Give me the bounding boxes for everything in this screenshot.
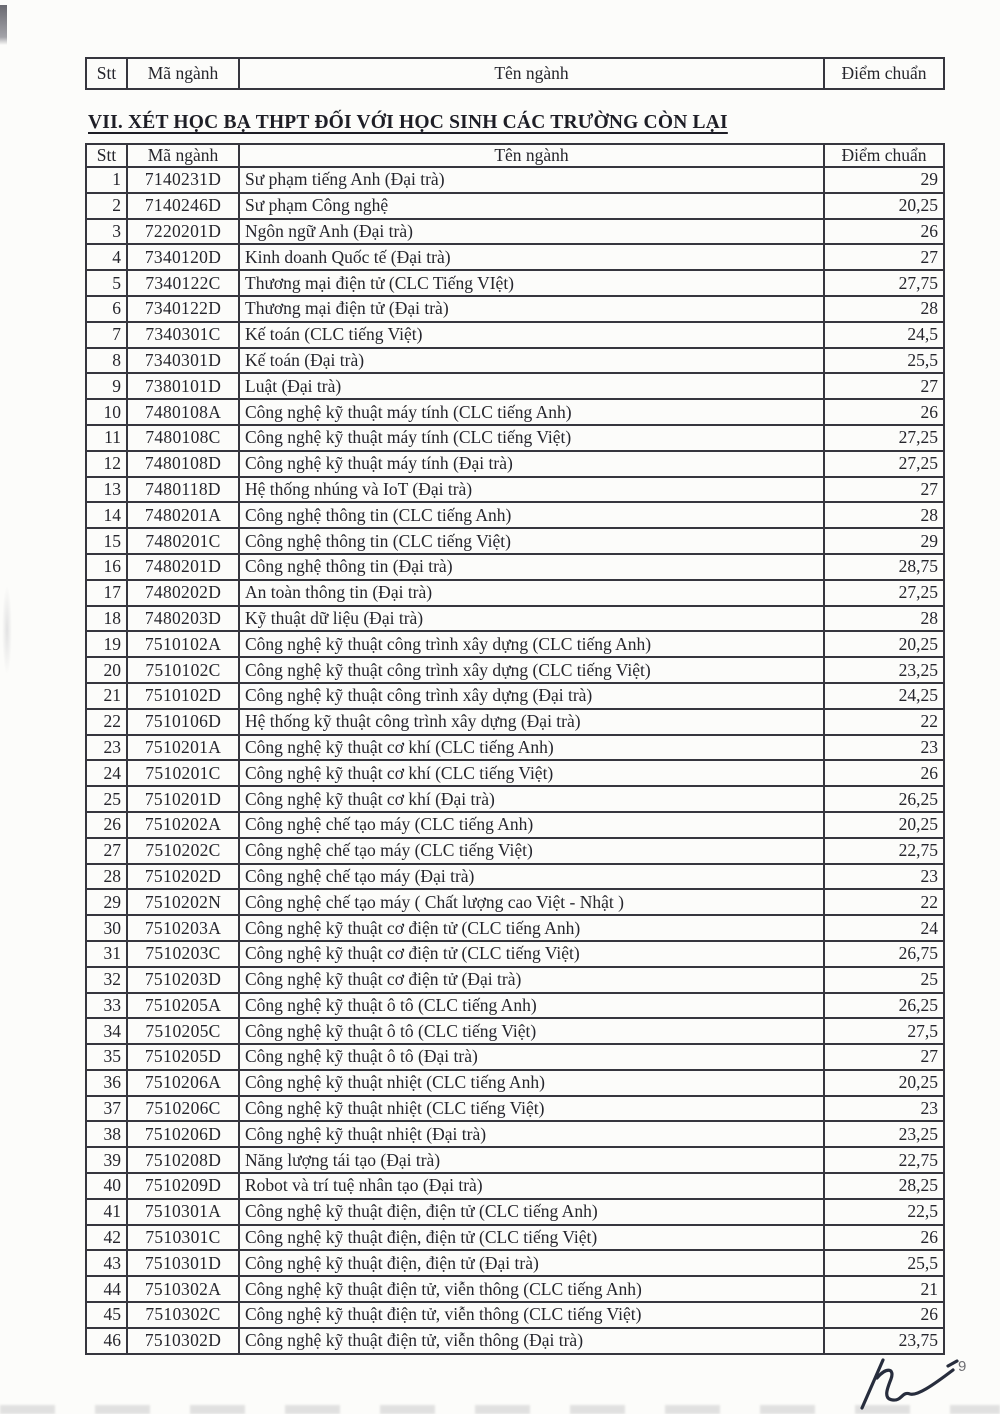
col-header-ma-nganh: Mã ngành [127, 58, 239, 89]
table-row [86, 993, 944, 1019]
row-number-cell: 8 [86, 348, 127, 374]
score-cell: 27,75 [824, 270, 944, 296]
score-cell: 21 [824, 1276, 944, 1302]
score-cell: 22,75 [824, 838, 944, 864]
table-row [86, 631, 944, 657]
major-name-cell: Công nghệ kỹ thuật cơ khí (CLC tiếng Anh) [239, 735, 824, 761]
major-code-cell: 7340301D [127, 348, 239, 374]
table-row [86, 941, 944, 967]
score-cell: 22 [824, 709, 944, 735]
score-cell: 22 [824, 889, 944, 915]
major-code-cell: 7510205D [127, 1044, 239, 1070]
major-code-cell: 7480202D [127, 580, 239, 606]
score-cell: 20,25 [824, 631, 944, 657]
col-header-stt: Stt [86, 144, 127, 167]
major-code-cell: 7510201D [127, 786, 239, 812]
major-code-cell: 7510202N [127, 889, 239, 915]
score-cell: 26,25 [824, 786, 944, 812]
continuation-header-row [86, 58, 944, 89]
major-code-cell: 7510302D [127, 1328, 239, 1354]
major-name-cell: Công nghệ kỹ thuật ô tô (CLC tiếng Việt) [239, 1018, 824, 1044]
major-name-cell: Hệ thống kỹ thuật công trình xây dựng (Đại trà) [239, 709, 824, 735]
major-code-cell: 7510301D [127, 1250, 239, 1276]
major-name-cell: Công nghệ kỹ thuật nhiệt (CLC tiếng Anh) [239, 1070, 824, 1096]
major-code-cell: 7510203A [127, 915, 239, 941]
score-cell: 23,25 [824, 657, 944, 683]
row-number-cell: 12 [86, 451, 127, 477]
major-name-cell: Năng lượng tái tạo (Đại trà) [239, 1147, 824, 1173]
row-number-cell: 13 [86, 477, 127, 503]
major-name-cell: Công nghệ chế tạo máy ( Chất lượng cao Việt - Nhật ) [239, 889, 824, 915]
row-number-cell: 41 [86, 1199, 127, 1225]
score-cell: 27,5 [824, 1018, 944, 1044]
admission-scores-table [85, 143, 945, 1355]
row-number-cell: 18 [86, 606, 127, 632]
table-row [86, 1250, 944, 1276]
major-code-cell: 7480108D [127, 451, 239, 477]
table-row [86, 167, 944, 193]
score-cell: 25 [824, 967, 944, 993]
page-number: 9 [958, 1358, 967, 1375]
row-number-cell: 32 [86, 967, 127, 993]
score-cell: 27 [824, 244, 944, 270]
major-code-cell: 7510205A [127, 993, 239, 1019]
major-code-cell: 7510202D [127, 864, 239, 890]
row-number-cell: 39 [86, 1147, 127, 1173]
continuation-header-table [85, 57, 945, 90]
major-name-cell: Công nghệ kỹ thuật nhiệt (CLC tiếng Việt) [239, 1096, 824, 1122]
table-row [86, 244, 944, 270]
major-code-cell: 7510209D [127, 1173, 239, 1199]
table-row [86, 451, 944, 477]
major-code-cell: 7480118D [127, 477, 239, 503]
major-code-cell: 7340301C [127, 322, 239, 348]
score-cell: 23,75 [824, 1328, 944, 1354]
col-header-stt: Stt [86, 58, 127, 89]
col-header-diem-chuan: Điểm chuẩn [824, 144, 944, 167]
score-cell: 29 [824, 528, 944, 554]
row-number-cell: 9 [86, 373, 127, 399]
major-code-cell: 7340120D [127, 244, 239, 270]
major-code-cell: 7510102C [127, 657, 239, 683]
row-number-cell: 15 [86, 528, 127, 554]
score-cell: 23 [824, 864, 944, 890]
table-row [86, 786, 944, 812]
score-cell: 22,75 [824, 1147, 944, 1173]
table-row [86, 889, 944, 915]
score-cell: 26,75 [824, 941, 944, 967]
major-name-cell: Sư phạm Công nghệ [239, 193, 824, 219]
major-name-cell: Kỹ thuật dữ liệu (Đại trà) [239, 606, 824, 632]
major-code-cell: 7510206A [127, 1070, 239, 1096]
table-row [86, 1302, 944, 1328]
score-cell: 26 [824, 1302, 944, 1328]
major-code-cell: 7510102A [127, 631, 239, 657]
major-name-cell: Công nghệ kỹ thuật điện, điện tử (CLC tiếng Việt) [239, 1225, 824, 1251]
row-number-cell: 10 [86, 399, 127, 425]
score-cell: 25,5 [824, 1250, 944, 1276]
major-name-cell: Công nghệ kỹ thuật điện tử, viễn thông (CLC tiếng Việt) [239, 1302, 824, 1328]
score-cell: 24 [824, 915, 944, 941]
table-row [86, 812, 944, 838]
row-number-cell: 35 [86, 1044, 127, 1070]
major-name-cell: Công nghệ kỹ thuật cơ điện tử (CLC tiếng Anh) [239, 915, 824, 941]
major-name-cell: Hệ thống nhúng và IoT (Đại trà) [239, 477, 824, 503]
table-row [86, 348, 944, 374]
row-number-cell: 28 [86, 864, 127, 890]
row-number-cell: 7 [86, 322, 127, 348]
score-cell: 26,25 [824, 993, 944, 1019]
score-cell: 20,25 [824, 1070, 944, 1096]
table-row [86, 1225, 944, 1251]
table-row [86, 425, 944, 451]
table-row [86, 1070, 944, 1096]
row-number-cell: 34 [86, 1018, 127, 1044]
major-name-cell: Công nghệ kỹ thuật cơ điện tử (Đại trà) [239, 967, 824, 993]
table-row [86, 967, 944, 993]
col-header-ten-nganh: Tên ngành [239, 58, 824, 89]
major-name-cell: Công nghệ kỹ thuật điện, điện tử (CLC tiếng Anh) [239, 1199, 824, 1225]
col-header-ten-nganh: Tên ngành [239, 144, 824, 167]
score-cell: 27,25 [824, 580, 944, 606]
row-number-cell: 37 [86, 1096, 127, 1122]
major-code-cell: 7510203D [127, 967, 239, 993]
row-number-cell: 19 [86, 631, 127, 657]
row-number-cell: 45 [86, 1302, 127, 1328]
major-code-cell: 7510208D [127, 1147, 239, 1173]
row-number-cell: 14 [86, 502, 127, 528]
major-name-cell: Luật (Đại trà) [239, 373, 824, 399]
table-row [86, 1018, 944, 1044]
major-name-cell: Ngôn ngữ Anh (Đại trà) [239, 219, 824, 245]
row-number-cell: 46 [86, 1328, 127, 1354]
major-name-cell: Công nghệ kỹ thuật điện, điện tử (Đại trà) [239, 1250, 824, 1276]
row-number-cell: 42 [86, 1225, 127, 1251]
major-name-cell: An toàn thông tin (Đại trà) [239, 580, 824, 606]
major-name-cell: Công nghệ kỹ thuật cơ khí (CLC tiếng Việt) [239, 760, 824, 786]
row-number-cell: 29 [86, 889, 127, 915]
row-number-cell: 44 [86, 1276, 127, 1302]
score-cell: 20,25 [824, 193, 944, 219]
col-header-ma-nganh: Mã ngành [127, 144, 239, 167]
major-name-cell: Công nghệ kỹ thuật công trình xây dựng (CLC tiếng Việt) [239, 657, 824, 683]
major-code-cell: 7510301A [127, 1199, 239, 1225]
table-row [86, 270, 944, 296]
major-name-cell: Công nghệ kỹ thuật điện tử, viễn thông (Đại trà) [239, 1328, 824, 1354]
score-cell: 23 [824, 1096, 944, 1122]
row-number-cell: 38 [86, 1121, 127, 1147]
major-code-cell: 7510201A [127, 735, 239, 761]
major-code-cell: 7510302C [127, 1302, 239, 1328]
score-cell: 24,5 [824, 322, 944, 348]
score-cell: 28 [824, 606, 944, 632]
major-code-cell: 7510106D [127, 709, 239, 735]
major-name-cell: Sư phạm tiếng Anh (Đại trà) [239, 167, 824, 193]
table-row [86, 657, 944, 683]
score-cell: 27 [824, 373, 944, 399]
score-cell: 23 [824, 735, 944, 761]
table-row [86, 838, 944, 864]
row-number-cell: 6 [86, 296, 127, 322]
table-row [86, 322, 944, 348]
col-header-diem-chuan: Điểm chuẩn [824, 58, 944, 89]
table-row [86, 373, 944, 399]
table-row [86, 735, 944, 761]
major-code-cell: 7510202C [127, 838, 239, 864]
table-row [86, 399, 944, 425]
row-number-cell: 22 [86, 709, 127, 735]
major-name-cell: Công nghệ chế tạo máy (CLC tiếng Việt) [239, 838, 824, 864]
score-cell: 26 [824, 219, 944, 245]
major-code-cell: 7480201A [127, 502, 239, 528]
row-number-cell: 33 [86, 993, 127, 1019]
score-cell: 25,5 [824, 348, 944, 374]
major-code-cell: 7220201D [127, 219, 239, 245]
table-row [86, 606, 944, 632]
table-row [86, 193, 944, 219]
major-name-cell: Công nghệ kỹ thuật máy tính (CLC tiếng Việt) [239, 425, 824, 451]
row-number-cell: 23 [86, 735, 127, 761]
major-code-cell: 7510202A [127, 812, 239, 838]
table-row [86, 864, 944, 890]
major-name-cell: Thương mại điện tử (CLC Tiếng VIệt) [239, 270, 824, 296]
table-row [86, 528, 944, 554]
table-row [86, 1276, 944, 1302]
major-code-cell: 7480201D [127, 554, 239, 580]
table-row [86, 554, 944, 580]
score-cell: 27,25 [824, 451, 944, 477]
row-number-cell: 1 [86, 167, 127, 193]
table-row [86, 296, 944, 322]
table-row [86, 580, 944, 606]
major-name-cell: Công nghệ kỹ thuật ô tô (Đại trà) [239, 1044, 824, 1070]
table-row [86, 1173, 944, 1199]
score-cell: 26 [824, 1225, 944, 1251]
row-number-cell: 31 [86, 941, 127, 967]
score-cell: 26 [824, 760, 944, 786]
major-code-cell: 7340122D [127, 296, 239, 322]
table-row [86, 709, 944, 735]
major-name-cell: Công nghệ thông tin (CLC tiếng Việt) [239, 528, 824, 554]
row-number-cell: 3 [86, 219, 127, 245]
scan-edge-artifact-top-left [0, 5, 7, 45]
table-header-row [86, 144, 944, 167]
major-name-cell: Công nghệ kỹ thuật ô tô (CLC tiếng Anh) [239, 993, 824, 1019]
major-code-cell: 7510302A [127, 1276, 239, 1302]
major-code-cell: 7480203D [127, 606, 239, 632]
major-code-cell: 7380101D [127, 373, 239, 399]
row-number-cell: 17 [86, 580, 127, 606]
table-row [86, 683, 944, 709]
score-cell: 29 [824, 167, 944, 193]
table-row [86, 1199, 944, 1225]
major-code-cell: 7510201C [127, 760, 239, 786]
table-row [86, 1147, 944, 1173]
major-name-cell: Công nghệ kỹ thuật công trình xây dựng (CLC tiếng Anh) [239, 631, 824, 657]
row-number-cell: 11 [86, 425, 127, 451]
row-number-cell: 26 [86, 812, 127, 838]
major-name-cell: Kinh doanh Quốc tế (Đại trà) [239, 244, 824, 270]
score-cell: 28,75 [824, 554, 944, 580]
score-cell: 28 [824, 296, 944, 322]
major-name-cell: Công nghệ kỹ thuật điện tử, viễn thông (CLC tiếng Anh) [239, 1276, 824, 1302]
row-number-cell: 20 [86, 657, 127, 683]
score-cell: 27,25 [824, 425, 944, 451]
major-code-cell: 7510206D [127, 1121, 239, 1147]
major-name-cell: Công nghệ thông tin (CLC tiếng Anh) [239, 502, 824, 528]
score-cell: 28 [824, 502, 944, 528]
table-row [86, 1044, 944, 1070]
major-name-cell: Kế toán (Đại trà) [239, 348, 824, 374]
score-cell: 27 [824, 477, 944, 503]
major-name-cell: Công nghệ kỹ thuật nhiệt (Đại trà) [239, 1121, 824, 1147]
row-number-cell: 40 [86, 1173, 127, 1199]
score-cell: 23,25 [824, 1121, 944, 1147]
major-code-cell: 7140231D [127, 167, 239, 193]
row-number-cell: 2 [86, 193, 127, 219]
score-cell: 24,25 [824, 683, 944, 709]
row-number-cell: 4 [86, 244, 127, 270]
table-row [86, 915, 944, 941]
table-row [86, 1121, 944, 1147]
table-row [86, 219, 944, 245]
major-name-cell: Công nghệ thông tin (Đại trà) [239, 554, 824, 580]
score-cell: 22,5 [824, 1199, 944, 1225]
admission-table-body [86, 167, 944, 1354]
signature-initials [850, 1354, 968, 1412]
major-name-cell: Công nghệ kỹ thuật công trình xây dựng (Đại trà) [239, 683, 824, 709]
major-name-cell: Công nghệ chế tạo máy (Đại trà) [239, 864, 824, 890]
row-number-cell: 24 [86, 760, 127, 786]
major-name-cell: Công nghệ kỹ thuật máy tính (CLC tiếng Anh) [239, 399, 824, 425]
row-number-cell: 27 [86, 838, 127, 864]
score-cell: 27 [824, 1044, 944, 1070]
table-row [86, 477, 944, 503]
major-code-cell: 7340122C [127, 270, 239, 296]
major-code-cell: 7510301C [127, 1225, 239, 1251]
score-cell: 20,25 [824, 812, 944, 838]
scan-smudge-left-margin [2, 585, 12, 675]
major-name-cell: Robot và trí tuệ nhân tạo (Đại trà) [239, 1173, 824, 1199]
major-name-cell: Công nghệ kỹ thuật cơ khí (Đại trà) [239, 786, 824, 812]
major-code-cell: 7140246D [127, 193, 239, 219]
row-number-cell: 36 [86, 1070, 127, 1096]
major-code-cell: 7480108A [127, 399, 239, 425]
row-number-cell: 25 [86, 786, 127, 812]
major-code-cell: 7510203C [127, 941, 239, 967]
table-row [86, 760, 944, 786]
major-code-cell: 7510102D [127, 683, 239, 709]
row-number-cell: 16 [86, 554, 127, 580]
major-code-cell: 7510205C [127, 1018, 239, 1044]
score-cell: 28,25 [824, 1173, 944, 1199]
major-name-cell: Kế toán (CLC tiếng Việt) [239, 322, 824, 348]
major-code-cell: 7510206C [127, 1096, 239, 1122]
major-name-cell: Công nghệ kỹ thuật cơ điện tử (CLC tiếng Việt) [239, 941, 824, 967]
table-row [86, 502, 944, 528]
major-name-cell: Công nghệ chế tạo máy (CLC tiếng Anh) [239, 812, 824, 838]
major-code-cell: 7480201C [127, 528, 239, 554]
major-code-cell: 7480108C [127, 425, 239, 451]
score-cell: 26 [824, 399, 944, 425]
major-name-cell: Thương mại điện tử (Đại trà) [239, 296, 824, 322]
section-title: VII. XÉT HỌC BẠ THPT ĐỐI VỚI HỌC SINH CÁC TRƯỜNG CÒN LẠI [88, 112, 728, 133]
table-row [86, 1328, 944, 1354]
row-number-cell: 5 [86, 270, 127, 296]
row-number-cell: 21 [86, 683, 127, 709]
table-row [86, 1096, 944, 1122]
row-number-cell: 30 [86, 915, 127, 941]
row-number-cell: 43 [86, 1250, 127, 1276]
major-name-cell: Công nghệ kỹ thuật máy tính (Đại trà) [239, 451, 824, 477]
